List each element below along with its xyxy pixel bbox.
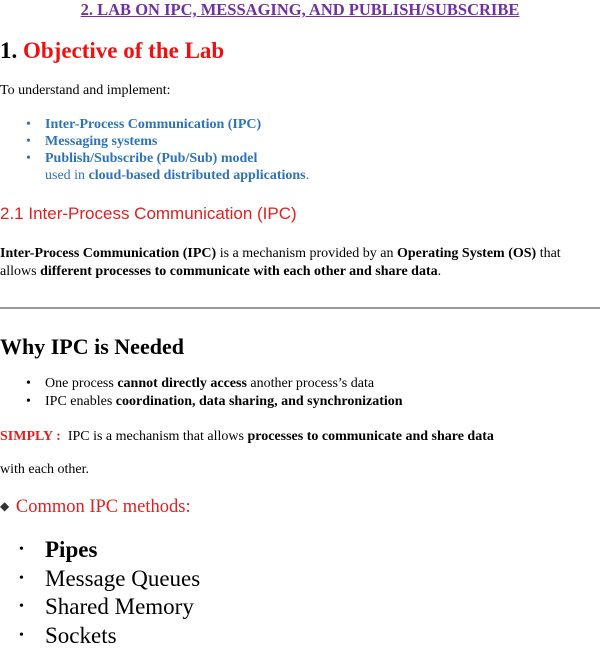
- list-item: [0, 133, 261, 150]
- continuation-prefix: used in: [45, 168, 89, 183]
- why-item-1-post: another process’s data: [247, 376, 374, 391]
- why-item-2-pre: IPC enables: [45, 394, 116, 409]
- objective-item-pubsub: Publish/Subscribe (Pub/Sub) model: [45, 151, 257, 166]
- ipc-desc-bold-2: different processes to communicate with each other and share data: [40, 264, 438, 279]
- methods-list: [0, 536, 200, 650]
- objective-heading-text: Objective of the Lab: [23, 38, 224, 63]
- bullet-icon: •: [19, 593, 24, 622]
- bullet-icon: •: [26, 116, 31, 133]
- list-item: [0, 536, 200, 565]
- objective-heading: [0, 38, 224, 64]
- simply-bold: processes to communicate and share data: [247, 429, 493, 444]
- list-item: [0, 593, 200, 622]
- list-item: [0, 393, 403, 411]
- methods-heading: [0, 497, 191, 518]
- method-sockets: Sockets: [45, 623, 117, 648]
- bullet-icon: •: [26, 150, 31, 167]
- why-heading: Why IPC is Needed: [0, 334, 184, 360]
- horizontal-divider: [0, 307, 600, 309]
- objective-item-messaging: Messaging systems: [45, 134, 157, 149]
- objective-heading-number: 1.: [0, 38, 17, 63]
- ipc-desc-text-2: that: [536, 246, 561, 261]
- bullet-icon: •: [26, 393, 31, 411]
- simply-label: SIMPLY :: [0, 429, 61, 444]
- method-pipes: Pipes: [45, 537, 97, 562]
- bullet-icon: •: [26, 133, 31, 150]
- simply-line: [0, 428, 494, 446]
- os-term: Operating System (OS): [397, 246, 536, 261]
- why-item-1-bold: cannot directly access: [117, 376, 247, 391]
- method-shared-memory: Shared Memory: [45, 594, 194, 619]
- list-item: [0, 116, 261, 133]
- bullet-icon: •: [26, 375, 31, 393]
- intro-text: To understand and implement:: [0, 82, 170, 100]
- objectives-list: [0, 116, 261, 167]
- diamond-bullet-icon: ◆: [0, 499, 9, 513]
- ipc-desc-text-1: is a mechanism provided by an: [216, 246, 397, 261]
- list-item: [0, 375, 403, 393]
- list-item: [0, 565, 200, 594]
- bullet-icon: •: [19, 536, 24, 565]
- method-message-queues: Message Queues: [45, 566, 200, 591]
- continuation-suffix: .: [306, 168, 310, 183]
- ipc-description: [0, 245, 561, 281]
- why-item-2-bold: coordination, data sharing, and synchronization: [116, 394, 403, 409]
- simply-text: IPC is a mechanism that allows: [61, 429, 248, 444]
- list-item: [0, 150, 261, 167]
- ipc-term: Inter-Process Communication (IPC): [0, 246, 216, 261]
- bullet-icon: •: [19, 565, 24, 594]
- methods-heading-text: Common IPC methods:: [16, 497, 191, 517]
- continuation-bold: cloud-based distributed applications: [89, 168, 306, 183]
- objective-item-ipc: Inter-Process Communication (IPC): [45, 117, 261, 132]
- why-list: [0, 375, 403, 411]
- bullet-icon: •: [19, 622, 24, 650]
- ipc-desc-text-3: allows: [0, 264, 40, 279]
- objectives-continuation: [45, 167, 309, 184]
- simply-continuation: with each other.: [0, 461, 89, 479]
- document-title: 2. LAB ON IPC, MESSAGING, AND PUBLISH/SUBSCRIBE: [0, 0, 600, 20]
- ipc-desc-text-4: .: [438, 264, 442, 279]
- ipc-heading: 2.1 Inter-Process Communication (IPC): [0, 204, 297, 224]
- why-item-1-pre: One process: [45, 376, 117, 391]
